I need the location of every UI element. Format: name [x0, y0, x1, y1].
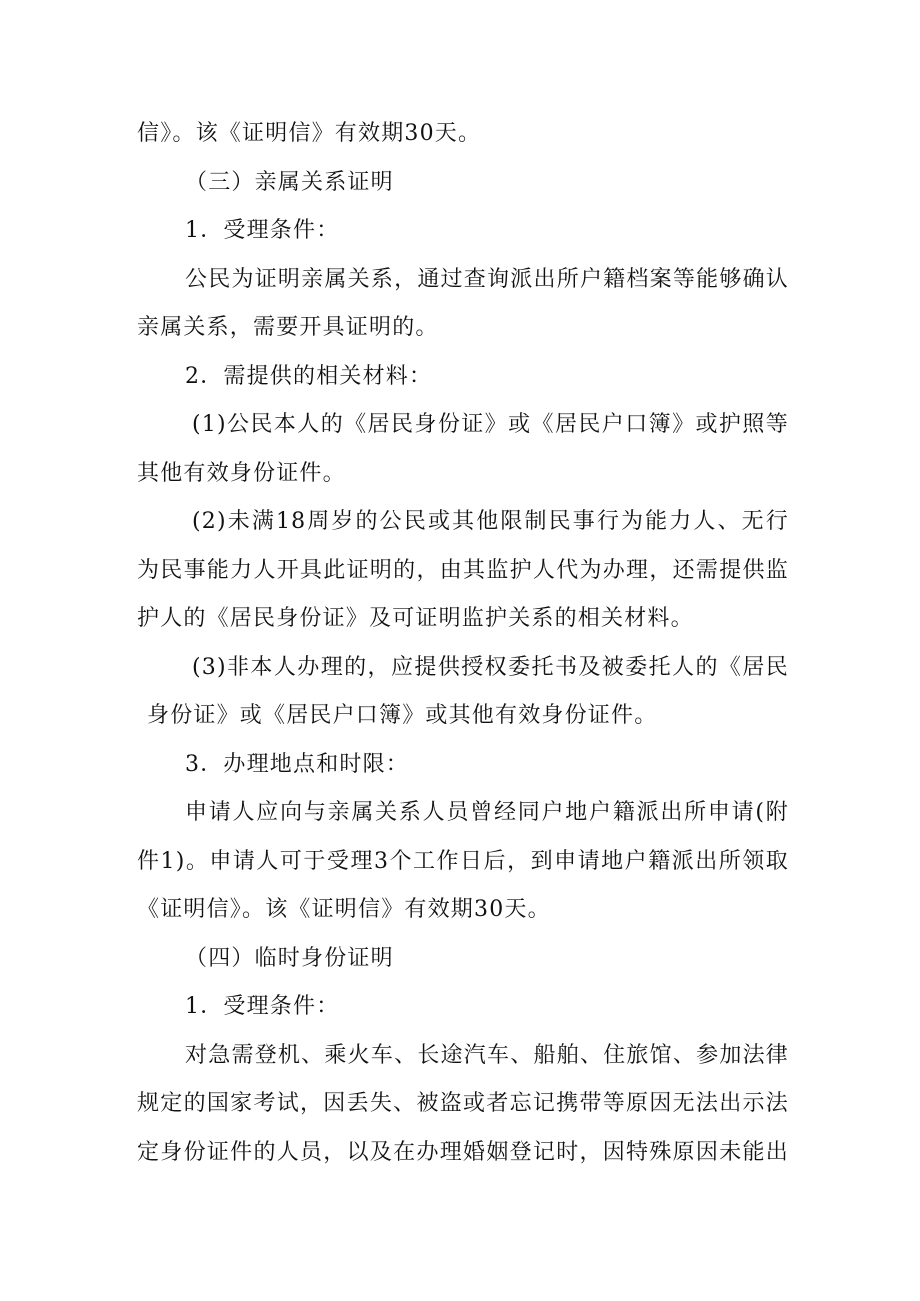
paragraph-line: 申请人应向与亲属关系人员曾经同户地户籍派出所申请(附 — [185, 800, 789, 825]
subheading-acceptance-conditions: 1．受理条件： — [185, 218, 340, 243]
list-item-line: 身份证》或《居民户口簿》或其他有效身份证件。 — [147, 703, 658, 728]
list-item-line: 护人的《居民身份证》及可证明监护关系的相关材料。 — [137, 606, 694, 631]
paragraph-line: 件1)。申请人可于受理3个工作日后，到申请地户籍派出所领取 — [137, 848, 789, 874]
paragraph-line: 规定的国家考试，因丢失、被盗或者忘记携带等原因无法出示法 — [137, 1091, 789, 1116]
list-item-line: 其他有效身份证件。 — [137, 460, 346, 486]
subheading-required-materials: 2．需提供的相关材料： — [185, 363, 433, 389]
document-body — [137, 110, 789, 1177]
paragraph-line: 定身份证件的人员，以及在办理婚姻登记时，因特殊原因未能出 — [137, 1139, 789, 1165]
list-item-line: (2)未满18周岁的公民或其他限制民事行为能力人、无行 — [192, 509, 789, 534]
section-heading-kinship-proof: （三）亲属关系证明 — [185, 169, 394, 195]
paragraph-line: 对急需登机、乘火车、长途汽车、船舶、住旅馆、参加法律 — [185, 1042, 789, 1068]
paragraph-line: 《证明信》。该《证明信》有效期30天。 — [137, 897, 551, 922]
paragraph-line: 亲属关系，需要开具证明的。 — [137, 315, 439, 340]
subheading-acceptance-conditions: 1．受理条件： — [185, 994, 340, 1019]
list-item-line: (3)非本人办理的，应提供授权委托书及被委托人的《居民 — [192, 654, 789, 680]
section-heading-temporary-id-proof: （四）临时身份证明 — [185, 945, 394, 971]
list-item-line: 为民事能力人开具此证明的，由其监护人代为办理，还需提供监 — [137, 557, 789, 583]
paragraph-line-continuation: 信》。该《证明信》有效期30天。 — [137, 121, 482, 146]
list-item-line: (1)公民本人的《居民身份证》或《居民户口簿》或护照等 — [192, 412, 789, 437]
subheading-location-and-time-limit: 3．办理地点和时限： — [185, 751, 409, 777]
paragraph-line: 公民为证明亲属关系，通过查询派出所户籍档案等能够确认 — [185, 266, 789, 292]
